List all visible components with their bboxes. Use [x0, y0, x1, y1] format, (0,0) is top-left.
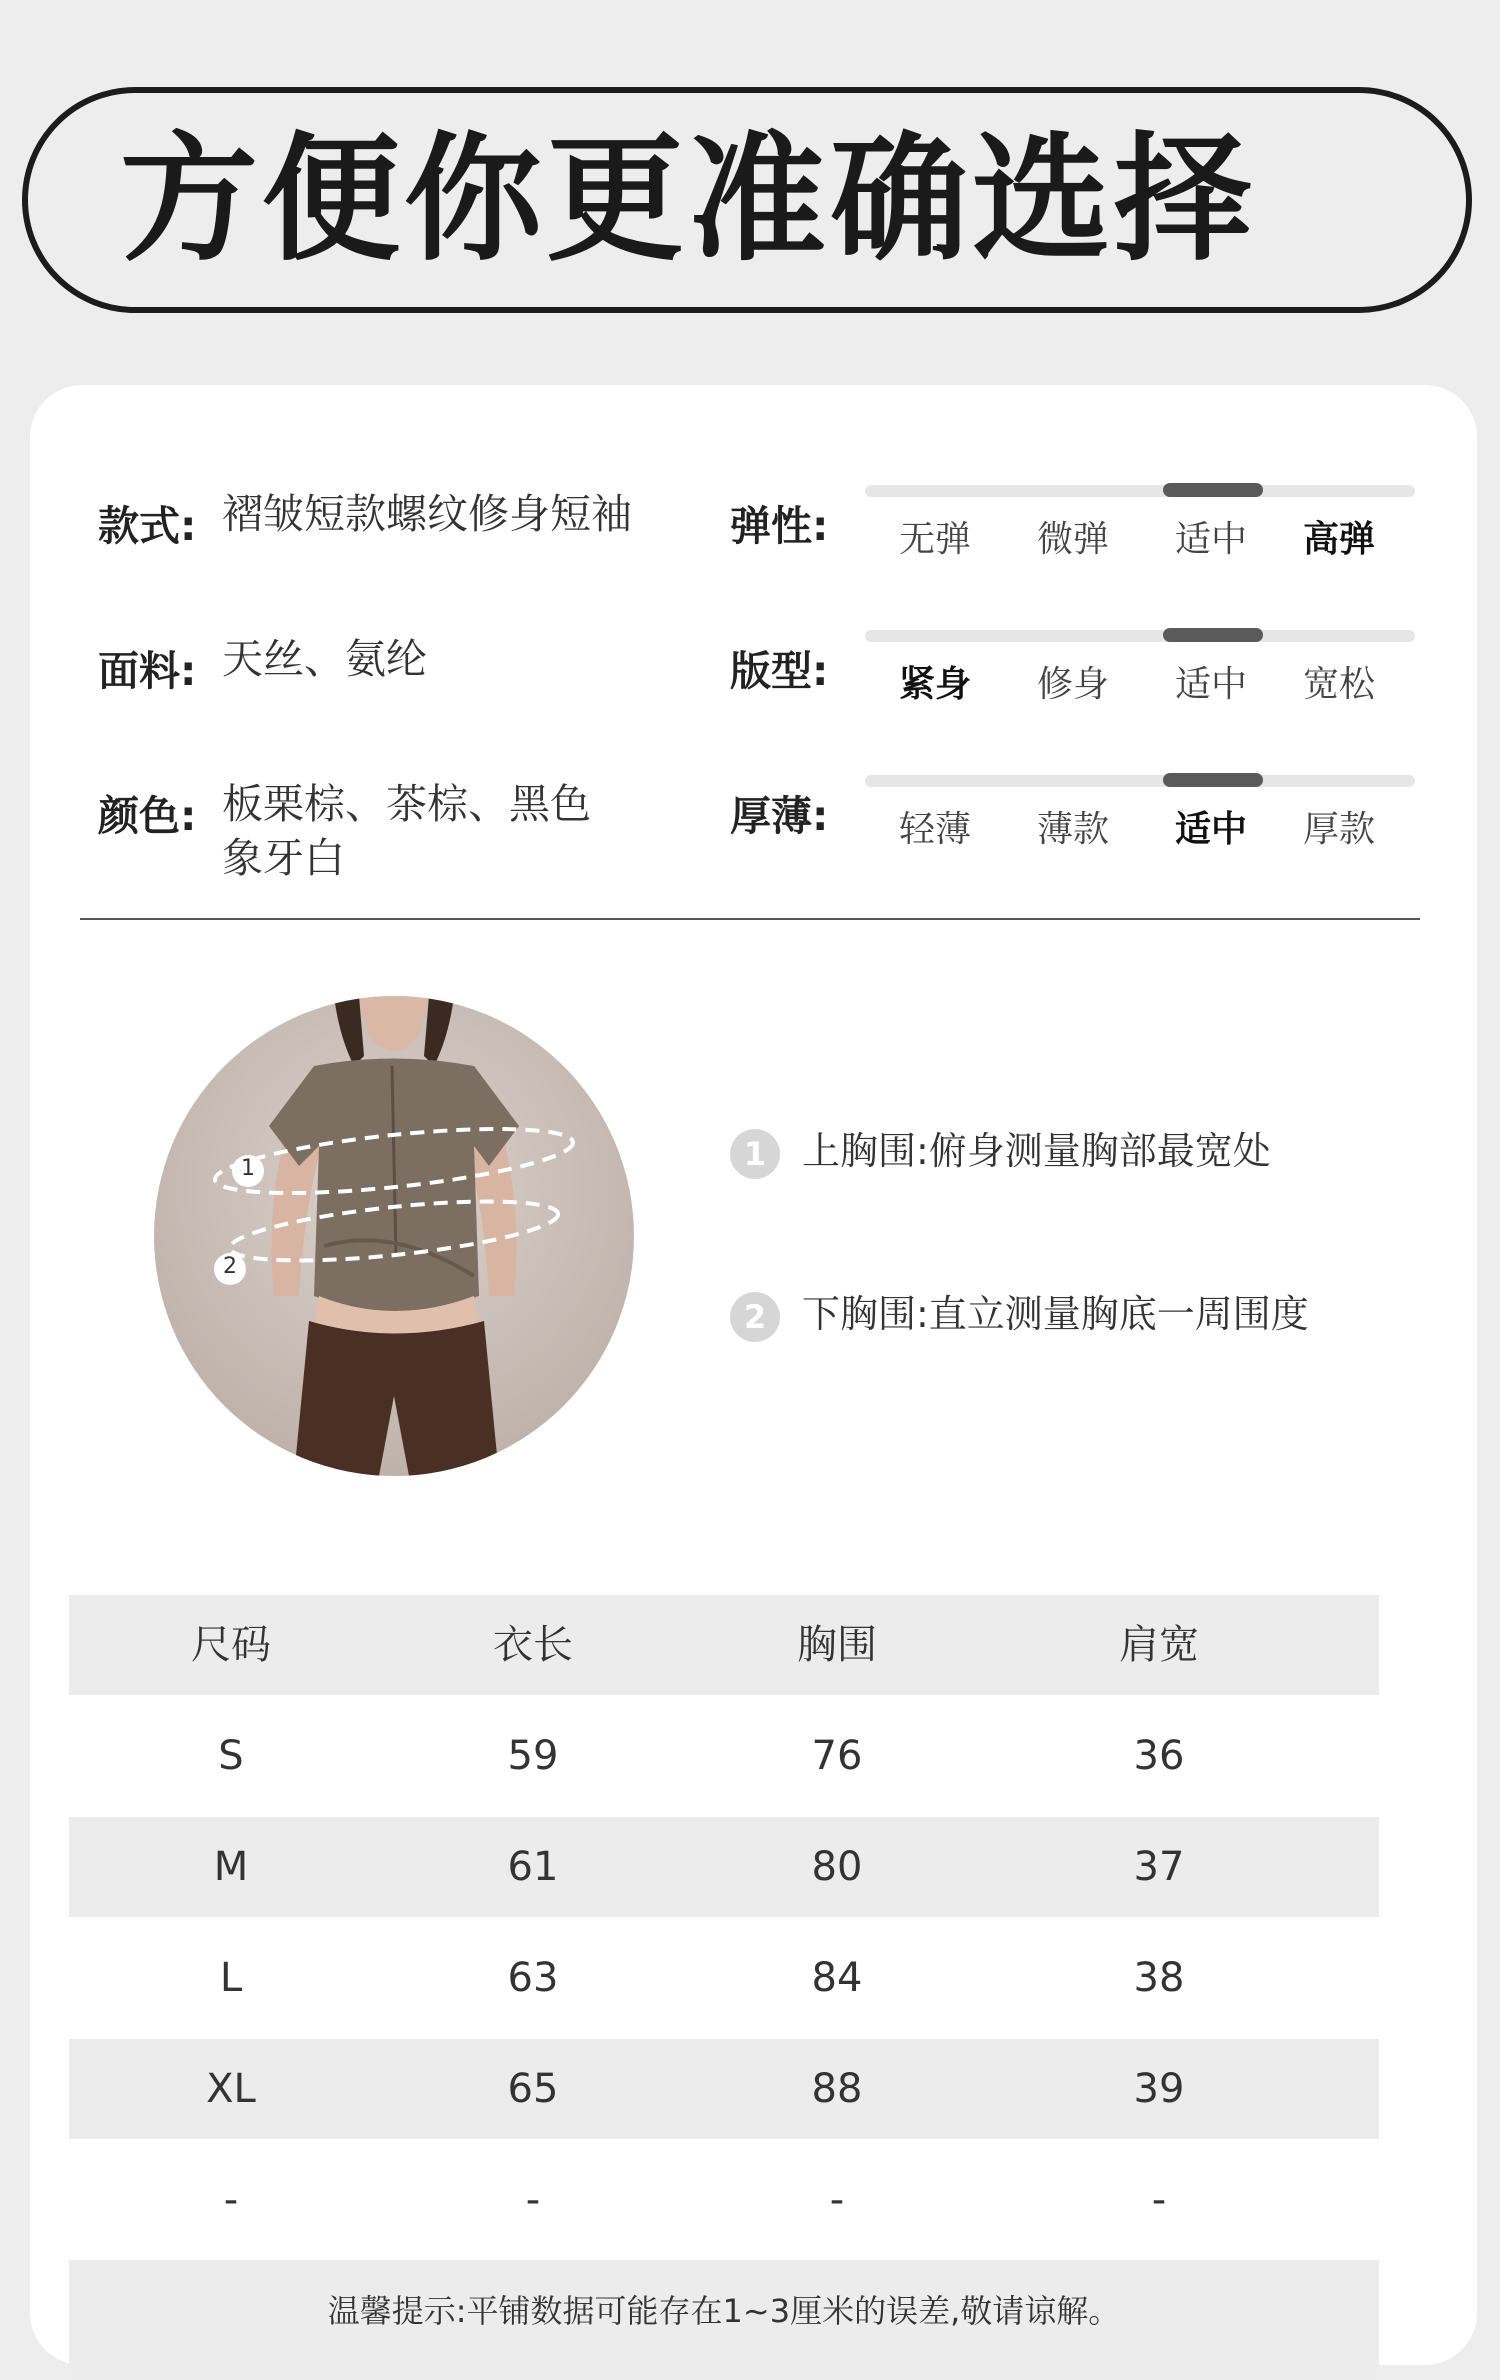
scale-track: [865, 775, 1415, 787]
header-cell: 肩宽: [1119, 1622, 1199, 1668]
scale-option: 薄款: [1036, 809, 1109, 850]
scale-option: 宽松: [1302, 664, 1375, 705]
fabric-label: 面料:: [98, 647, 197, 695]
number-circle-icon: 2: [730, 1292, 780, 1342]
table-cell: L: [219, 1955, 243, 2001]
scale-selected-marker: [1163, 483, 1263, 497]
table-cell: 63: [507, 1955, 559, 2001]
table-cell: 84: [811, 1955, 863, 2001]
color-value-line1: 板栗棕、茶棕、黑色: [222, 780, 591, 828]
measure-legend-lower: [730, 1283, 1309, 1342]
scale-option: 紧身: [898, 664, 971, 705]
table-cell: S: [218, 1733, 244, 1779]
table-cell: 39: [1133, 2066, 1185, 2112]
color-label: 颜色:: [98, 792, 197, 840]
number-circle-icon: 1: [730, 1129, 780, 1179]
table-cell: 65: [507, 2066, 559, 2112]
fit-label: 版型:: [730, 647, 829, 695]
scale-option: 轻薄: [898, 809, 971, 850]
table-cell: 61: [507, 1844, 559, 1890]
scale-track: [865, 630, 1415, 642]
table-cell: -: [223, 2177, 239, 2223]
table-cell: XL: [206, 2066, 256, 2112]
photo-marker-1: 1: [241, 1156, 255, 1181]
header-cell: 胸围: [797, 1622, 877, 1668]
section-divider: [80, 918, 1420, 920]
style-label: 款式:: [98, 502, 197, 550]
notice-box: [69, 2260, 1379, 2380]
title-banner: [22, 87, 1472, 313]
table-cell: 76: [811, 1733, 863, 1779]
scale-option: 微弹: [1036, 519, 1109, 560]
table-row: [69, 2039, 1379, 2139]
table-cell: 38: [1133, 1955, 1185, 2001]
scale-selected-marker: [1163, 773, 1263, 787]
header-cell: 衣长: [493, 1622, 573, 1668]
fabric-value: 天丝、氨纶: [222, 635, 427, 683]
table-header-row: [69, 1595, 1379, 1695]
table-row: [69, 1817, 1379, 1917]
table-row: [69, 2150, 1379, 2250]
table-cell: 88: [811, 2066, 863, 2112]
scale-option: 厚款: [1302, 809, 1375, 850]
model-illustration: [154, 996, 634, 1476]
table-cell: 80: [811, 1844, 863, 1890]
measure-text: 上胸围:俯身测量胸部最宽处: [802, 1129, 1271, 1173]
size-table: [69, 1595, 1379, 2250]
scale-option: 适中: [1174, 664, 1247, 705]
scale-option: 适中: [1174, 809, 1247, 850]
elasticity-label: 弹性:: [730, 502, 829, 550]
table-cell: -: [525, 2177, 541, 2223]
scale-option: 修身: [1036, 664, 1109, 705]
table-cell: 37: [1133, 1844, 1185, 1890]
thickness-label: 厚薄:: [730, 792, 829, 840]
scale-track: [865, 485, 1415, 497]
page-title: 方便你更准确选择: [120, 119, 1257, 280]
table-row: [69, 1928, 1379, 2028]
measure-legend-upper: [730, 1120, 1271, 1179]
style-value: 褶皱短款螺纹修身短袖: [222, 490, 632, 538]
model-photo: [154, 996, 634, 1476]
scale-option: 无弹: [898, 519, 971, 560]
measure-text: 下胸围:直立测量胸底一周围度: [802, 1292, 1309, 1336]
color-value-line2: 象牙白: [222, 834, 345, 882]
photo-marker-2: 2: [223, 1254, 237, 1279]
table-cell: 36: [1133, 1733, 1185, 1779]
table-row: [69, 1706, 1379, 1806]
notice-text: 温馨提示:平铺数据可能存在1~3厘米的误差,敬请谅解。: [327, 2292, 1121, 2330]
scale-selected-marker: [1163, 628, 1263, 642]
table-cell: -: [829, 2177, 845, 2223]
table-cell: M: [213, 1844, 249, 1890]
table-cell: 59: [507, 1733, 559, 1779]
header-cell: 尺码: [191, 1622, 271, 1668]
scale-option: 高弹: [1302, 519, 1375, 560]
scale-option: 适中: [1174, 519, 1247, 560]
table-cell: -: [1151, 2177, 1167, 2223]
